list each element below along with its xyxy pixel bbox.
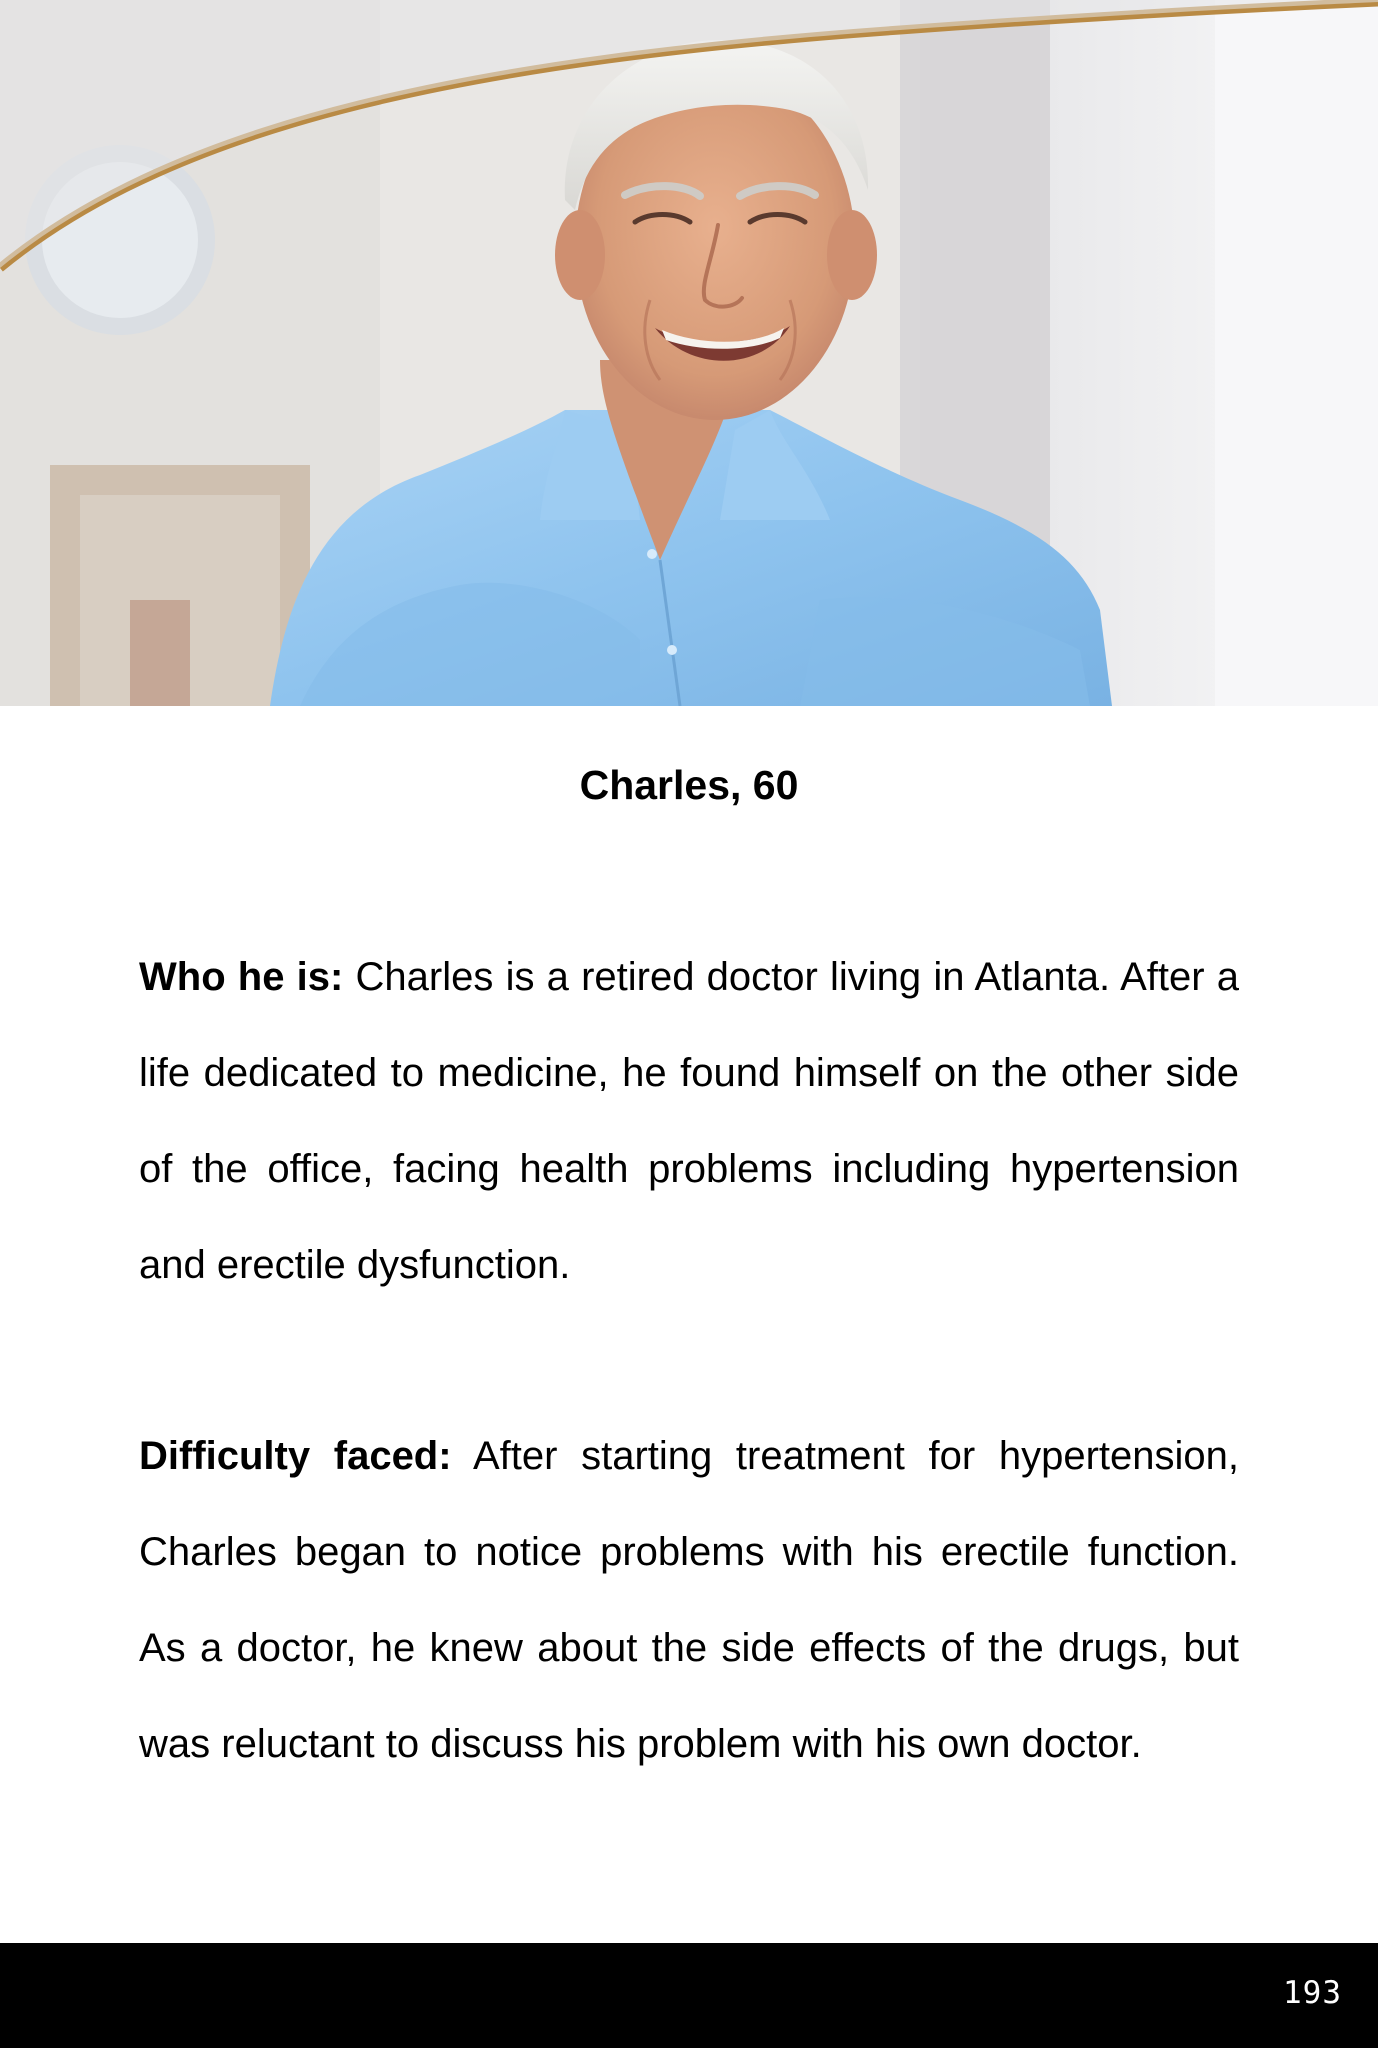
page-footer bbox=[0, 1943, 1378, 2048]
difficulty-faced-paragraph bbox=[139, 1408, 1239, 1792]
profile-title: Charles, 60 bbox=[579, 762, 799, 808]
page-number: 193 bbox=[1283, 1975, 1342, 2011]
header-photo bbox=[0, 0, 1378, 706]
difficulty-faced-label: Difficulty faced: bbox=[139, 1434, 452, 1478]
who-he-is-text: Charles is a retired doctor living in Atlanta. After a life dedicated to medicine, he found himself on the other side of the office, facing health problems including hypertension and erectile dysfunction. bbox=[139, 955, 1239, 1287]
who-he-is-paragraph bbox=[139, 929, 1239, 1313]
senior-man-photo-illustration bbox=[0, 0, 1378, 706]
who-he-is-label: Who he is: bbox=[139, 955, 344, 999]
difficulty-faced-text: After starting treatment for hypertension, Charles began to notice problems with his erectile function. As a doctor, he knew about the side effects of the drugs, but was reluctant to discuss his problem with his own doctor. bbox=[139, 1434, 1239, 1766]
